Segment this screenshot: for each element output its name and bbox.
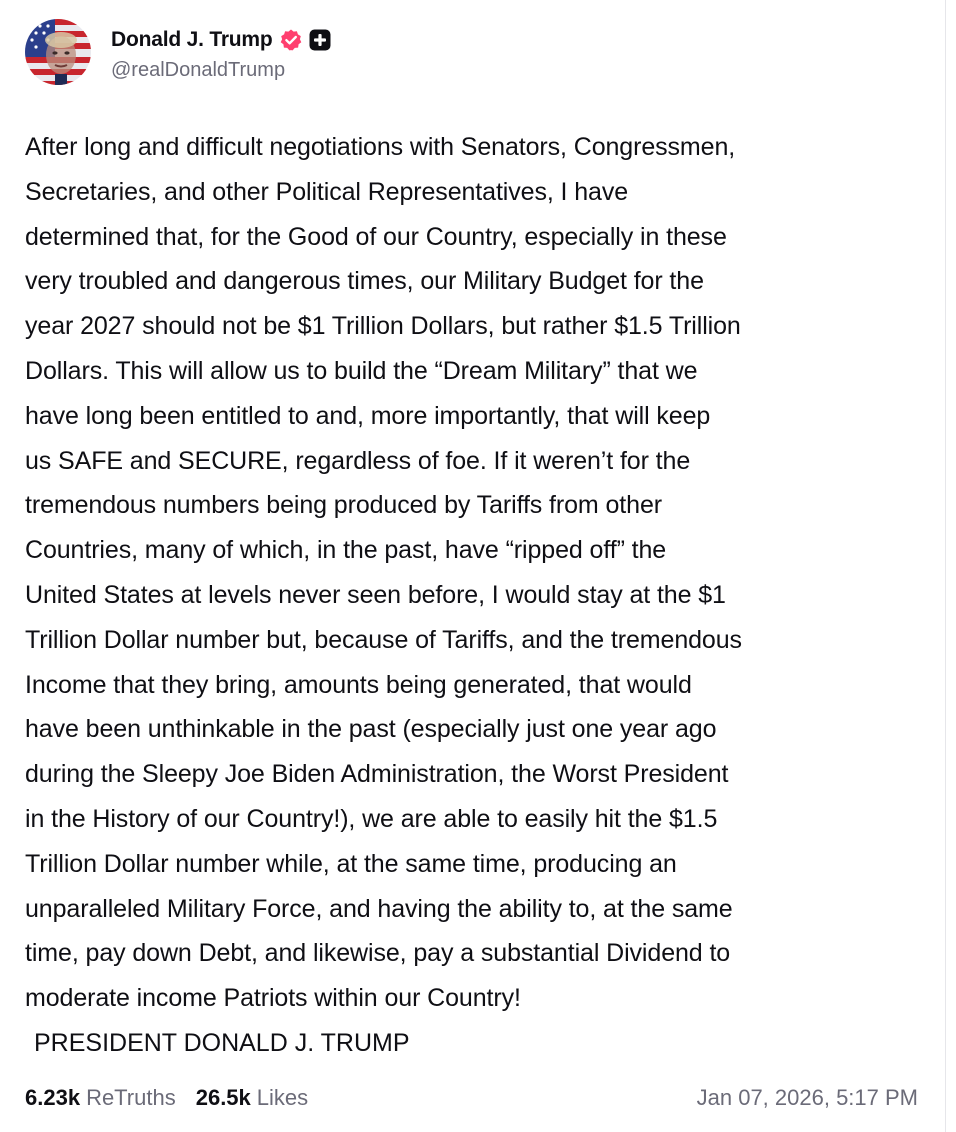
author-identity [111,23,331,82]
post-line: in the History of our Country!), we are able to easily hit the $1.5 [25,804,718,833]
post-line: time, pay down Debt, and likewise, pay a substantial Dividend to [25,939,731,968]
post-timestamp[interactable]: Jan 07, 2026, 5:17 PM [696,1085,918,1110]
post-line: Countries, many of which, in the past, have “ripped off” the [25,536,667,565]
author-handle[interactable]: @realDonaldTrump [111,58,286,81]
likes-stat[interactable] [196,1085,308,1111]
post-line: unparalleled Military Force, and having the ability to, at the same [25,894,733,923]
post-line: Dollars. This will allow us to build the “Dream Military” that we [25,356,698,385]
likes-count: 26.5k [195,1085,251,1110]
plus-icon[interactable] [309,29,331,51]
retruths-label: ReTruths [86,1085,176,1110]
retruths-stat[interactable] [25,1085,176,1111]
post-header [25,18,331,86]
post-line: Secretaries, and other Political Representatives, I have [25,177,629,206]
post-line: United States at levels never seen before, I would stay at the $1 [25,580,726,609]
post-signature: PRESIDENT DONALD J. TRUMP [34,1029,410,1057]
post-line: After long and difficult negotiations with Senators, Congressmen, [25,133,736,161]
flag-portrait-avatar-icon [25,19,91,85]
post-line: have long been entitled to and, more importantly, that will keep [25,401,711,430]
post-line: Trillion Dollar number but, because of Tariffs, and the tremendous [25,625,742,654]
retruths-count: 6.23k [25,1085,81,1110]
author-display-name[interactable]: Donald J. Trump [111,27,273,51]
post-text [25,125,930,1021]
post-line: during the Sleepy Joe Biden Administration, the Worst President [25,760,729,789]
avatar[interactable] [25,19,91,85]
post-line: tremendous numbers being produced by Tariffs from other [25,491,662,520]
post-line: very troubled and dangerous times, our Military Budget for the [25,267,704,296]
post-line: us SAFE and SECURE, regardless of foe. If it weren’t for the [25,446,691,475]
post-stats [25,1076,918,1120]
name-row [111,23,331,57]
post-line: Trillion Dollar number while, at the same time, producing an [25,849,677,878]
verified-badge-icon [279,28,303,52]
post-line: moderate income Patriots within our Country! [25,984,521,1013]
likes-label: Likes [256,1085,309,1110]
panel-divider [945,0,946,1132]
post-line: Income that they bring, amounts being generated, that would [25,670,692,699]
post-line: have been unthinkable in the past (especially just one year ago [25,715,717,744]
post-line: year 2027 should not be $1 Trillion Dollars, but rather $1.5 Trillion [25,312,741,341]
post-line: determined that, for the Good of our Country, especially in these [25,222,727,251]
